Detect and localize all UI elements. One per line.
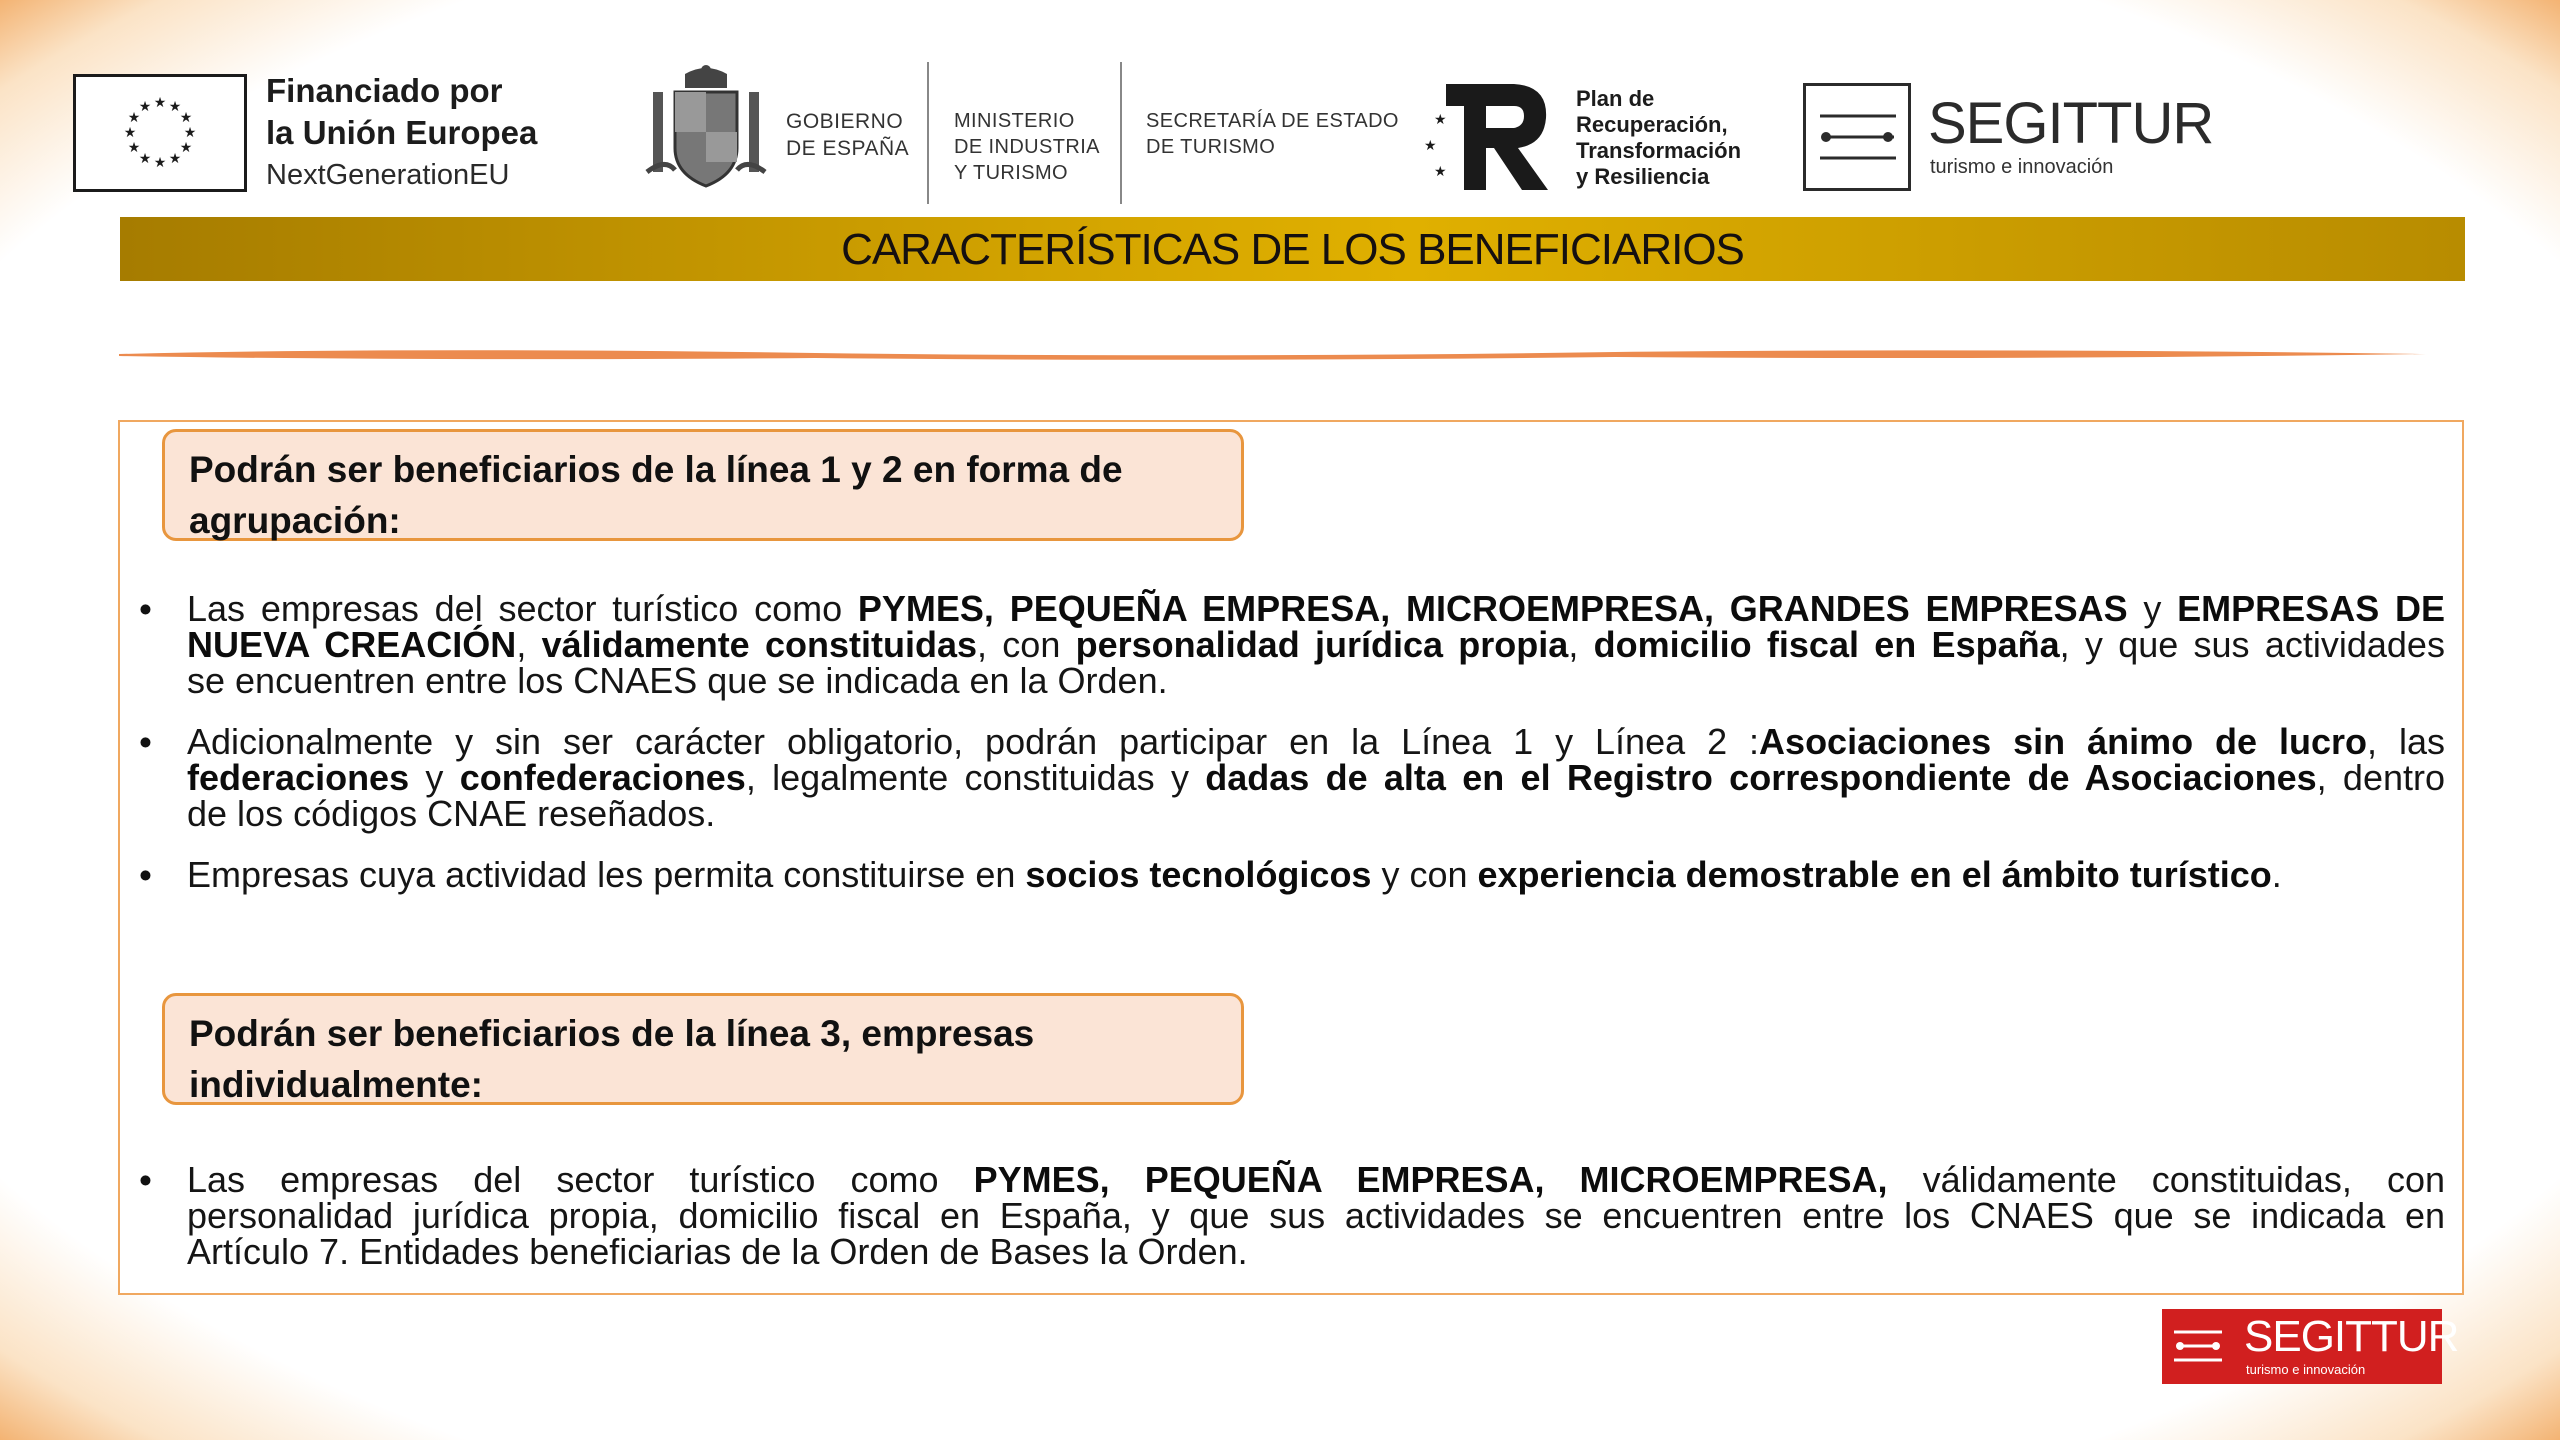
- svg-text:★: ★: [127, 110, 141, 126]
- prtr-label: [1576, 86, 1741, 190]
- paragraph-line: [187, 721, 2445, 762]
- segittur-logo-icon: [1803, 83, 1911, 191]
- footer-segittur-name: SEGITTUR: [2244, 1312, 2459, 1361]
- text-run: .: [2271, 854, 2282, 895]
- svg-text:★: ★: [127, 140, 141, 156]
- paragraph-line: [187, 757, 2446, 798]
- text-run: válidamente constituidas, con: [1887, 1159, 2445, 1200]
- ministerio-label: [954, 108, 1100, 186]
- text-run: , dentro: [2316, 757, 2446, 798]
- prtr-line-3: Transformación: [1576, 138, 1742, 163]
- prtr-line-1: Plan de: [1576, 86, 1655, 111]
- bullet-icon: •: [139, 1160, 152, 1201]
- section1-heading-line-2: agrupación:: [189, 500, 401, 541]
- section1-bullet-1: [187, 588, 2445, 701]
- svg-text:★: ★: [168, 99, 182, 115]
- bold-run: NUEVA CREACIÓN: [187, 624, 517, 665]
- text-run: ,: [516, 624, 542, 665]
- section2-heading-line-1: Podrán ser beneficiarios de la línea 3, empresas: [189, 1013, 1035, 1054]
- secretaria-label: [1146, 108, 1399, 160]
- section1-bullet-2: [187, 721, 2446, 834]
- eu-line-3: NextGenerationEU: [266, 159, 510, 191]
- svg-text:★: ★: [153, 95, 167, 111]
- gobierno-label: [786, 108, 909, 162]
- svg-text:★: ★: [1424, 138, 1437, 154]
- bold-run: domicilio fiscal en España: [1593, 624, 2060, 665]
- secretaria-line-2: DE TURISMO: [1146, 136, 1276, 158]
- bold-run: Asociaciones sin ánimo de lucro: [1759, 721, 2368, 762]
- eu-funding-label: [266, 70, 537, 196]
- eu-flag-icon: [73, 74, 247, 192]
- svg-text:★: ★: [123, 125, 137, 141]
- gobierno-line-1: GOBIERNO: [786, 110, 904, 133]
- section1-bullet-3: [187, 854, 2445, 895]
- segittur-tagline: turismo e innovación: [1930, 156, 2114, 178]
- coat-of-arms-icon: [645, 62, 767, 194]
- text-run: , las: [2367, 721, 2445, 762]
- paragraph-line: personalidad jurídica propia, domicilio fiscal en España, y que sus actividades se encuentren entre los CNAES que se indicada en: [187, 1195, 2445, 1236]
- paragraph-line: Artículo 7. Entidades beneficiarias de la Orden de Bases la Orden.: [187, 1231, 1248, 1272]
- bold-run: experiencia demostrable en el ámbito turístico: [1477, 854, 2272, 895]
- footer-segittur-tagline: turismo e innovación: [2246, 1362, 2366, 1377]
- svg-text:★: ★: [183, 125, 197, 141]
- text-run: y con: [1371, 854, 1478, 895]
- svg-text:★: ★: [179, 110, 193, 126]
- bold-run: confederaciones: [459, 757, 746, 798]
- paragraph-line: se encuentren entre los CNAES que se indicada en la Orden.: [187, 660, 1168, 701]
- prtr-line-4: y Resiliencia: [1576, 164, 1710, 189]
- section2-bullet-1: [187, 1159, 2445, 1272]
- prtr-line-2: Recuperación,: [1576, 112, 1728, 137]
- svg-text:★: ★: [1434, 164, 1447, 180]
- paragraph-line: de los códigos CNAE reseñados.: [187, 793, 716, 834]
- paragraph-line: [187, 624, 2445, 665]
- paragraph-line: [187, 588, 2445, 629]
- ministerio-line-3: Y TURISMO: [954, 162, 1068, 184]
- bold-run: federaciones: [187, 757, 410, 798]
- brush-stroke-divider: [115, 345, 2430, 363]
- prtr-logo-icon: [1422, 78, 1552, 192]
- eu-line-1: Financiado por: [266, 72, 503, 109]
- bold-run: EMPRESAS DE: [2177, 588, 2445, 629]
- section2-heading-line-2: individualmente:: [189, 1064, 483, 1105]
- bullet-icon: •: [139, 589, 152, 630]
- svg-text:★: ★: [168, 151, 182, 167]
- bold-run: PYMES, PEQUEÑA EMPRESA, MICROEMPRESA, GRANDES EMPRESAS: [857, 588, 2128, 629]
- section1-heading-line-1: Podrán ser beneficiarios de la línea 1 y 2 en forma de: [189, 449, 1123, 490]
- text-run: y: [409, 757, 460, 798]
- text-run: Las empresas del sector turístico como: [187, 588, 858, 629]
- divider: [1120, 62, 1122, 204]
- svg-text:★: ★: [138, 151, 152, 167]
- bold-run: personalidad jurídica propia: [1075, 624, 1569, 665]
- text-run: ,: [1568, 624, 1594, 665]
- text-run: , legalmente constituidas y: [745, 757, 1206, 798]
- bold-run: dadas de alta en el Registro correspondiente de Asociaciones: [1205, 757, 2317, 798]
- section1-heading: [162, 429, 1244, 541]
- ministerio-line-2: DE INDUSTRIA: [954, 136, 1100, 158]
- eu-line-2: la Unión Europea: [266, 114, 538, 151]
- segittur-name: SEGITTUR: [1928, 91, 2214, 156]
- svg-text:★: ★: [138, 99, 152, 115]
- bold-run: válidamente constituidas: [541, 624, 978, 665]
- text-run: , y que sus actividades: [2059, 624, 2445, 665]
- secretaria-line-1: SECRETARÍA DE ESTADO: [1146, 110, 1399, 132]
- text-run: , con: [977, 624, 1076, 665]
- text-run: Adicionalmente y sin ser carácter obligatorio, podrán participar en la Línea 1 y Línea 2 :: [187, 721, 1760, 762]
- bullet-icon: •: [139, 855, 152, 896]
- section2-heading: [162, 993, 1244, 1105]
- gobierno-line-2: DE ESPAÑA: [786, 137, 910, 160]
- paragraph-line: [187, 1159, 2445, 1200]
- text-run: Las empresas del sector turístico como: [187, 1159, 974, 1200]
- ministerio-line-1: MINISTERIO: [954, 110, 1075, 132]
- svg-text:★: ★: [153, 155, 167, 171]
- page-title: CARACTERÍSTICAS DE LOS BENEFICIARIOS: [841, 225, 1744, 274]
- divider: [927, 62, 929, 204]
- segittur-footer-icon: [2170, 1320, 2226, 1372]
- text-run: y: [2127, 588, 2178, 629]
- bold-run: socios tecnológicos: [1025, 854, 1372, 895]
- bold-run: PYMES, PEQUEÑA EMPRESA, MICROEMPRESA,: [973, 1159, 1888, 1200]
- svg-text:★: ★: [179, 140, 193, 156]
- text-run: Empresas cuya actividad les permita constituirse en: [187, 854, 1026, 895]
- svg-text:★: ★: [1434, 112, 1447, 128]
- bullet-icon: •: [139, 722, 152, 763]
- paragraph-line: [187, 854, 2445, 895]
